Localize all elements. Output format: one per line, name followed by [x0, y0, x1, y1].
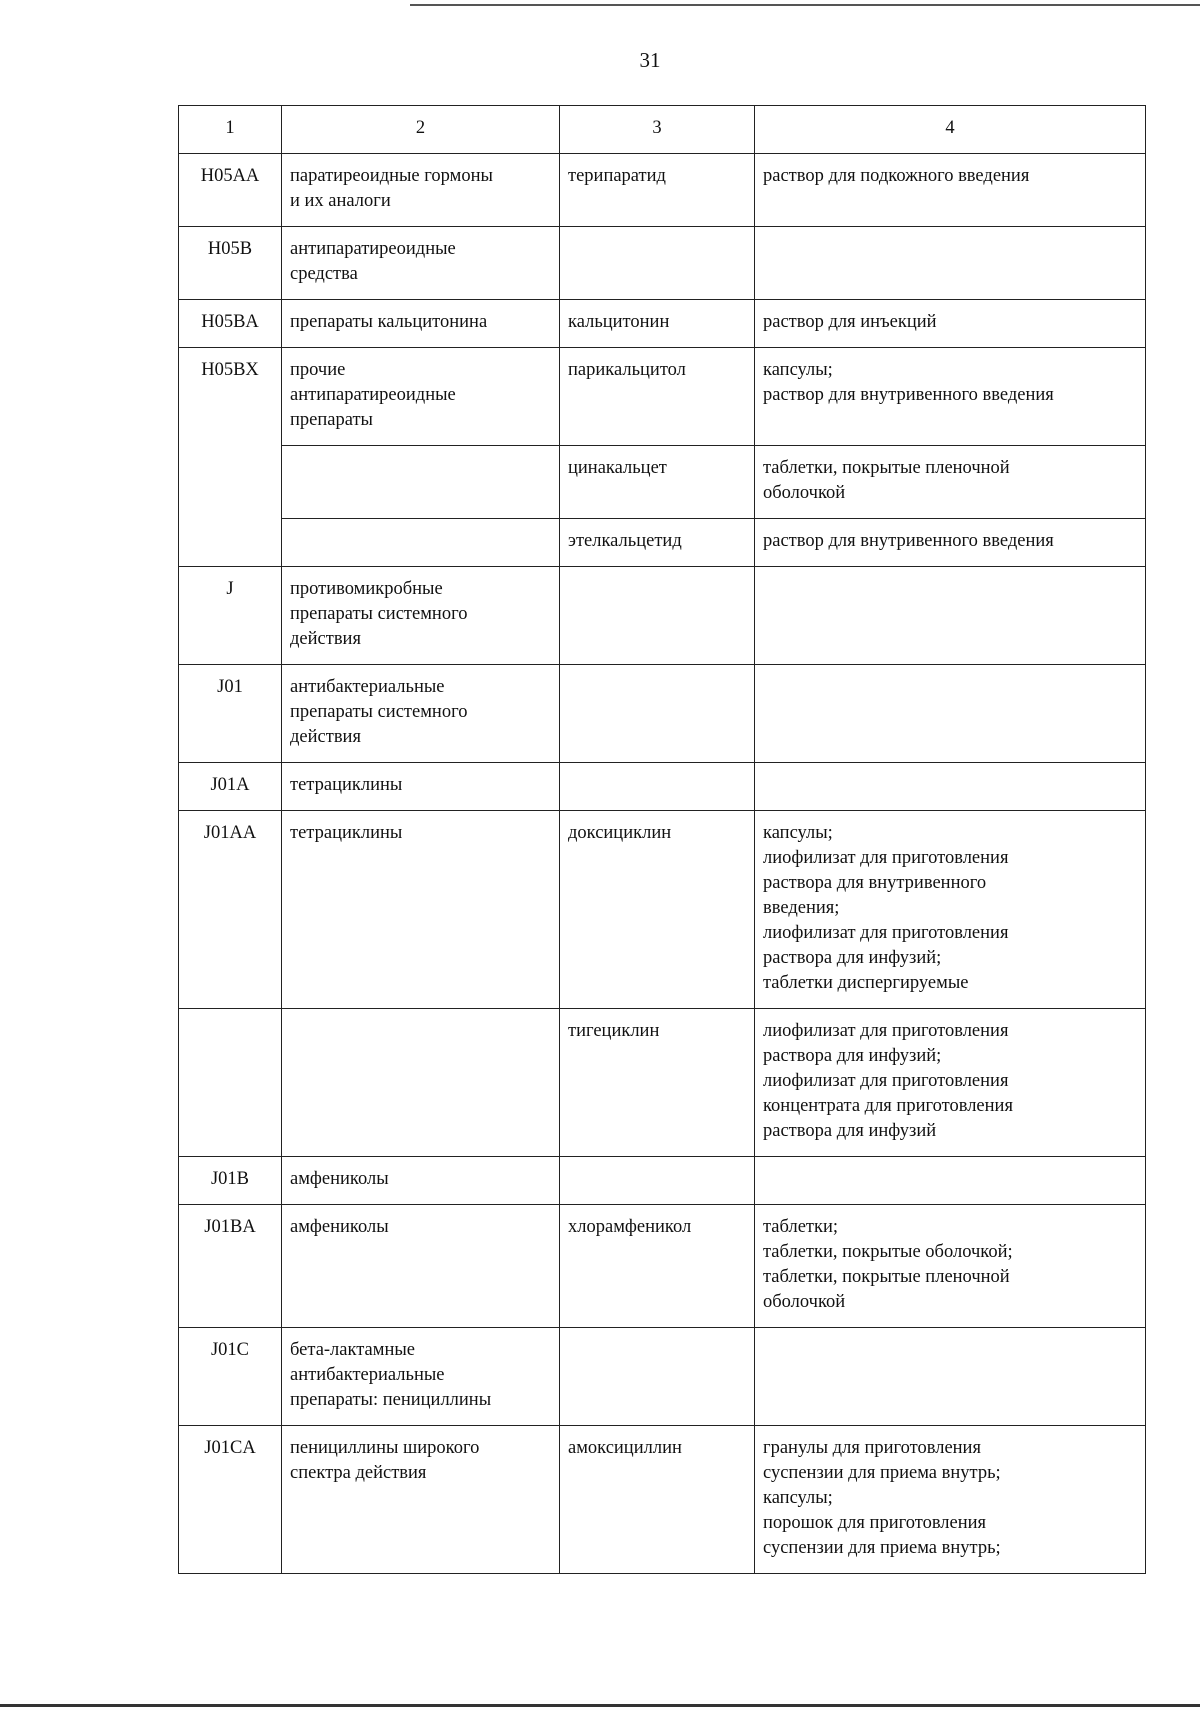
- atc-code: J01AA: [203, 823, 257, 843]
- pharm-group: антибактериальные препараты системного действия: [290, 677, 468, 747]
- pharm-group: амфениколы: [290, 1217, 389, 1237]
- atc-code: J01: [217, 677, 243, 697]
- dosage-form-cell: [755, 811, 1146, 1009]
- dosage-form-cell: [755, 763, 1146, 811]
- dosage-form-cell: [755, 519, 1146, 567]
- pharm-group: антипаратиреоидные средства: [290, 239, 456, 284]
- table-row: [179, 1157, 1146, 1205]
- drug-name-cell: [560, 1328, 755, 1426]
- pharm-group: противомикробные препараты системного действия: [290, 579, 468, 649]
- table-row: [179, 519, 1146, 567]
- table-row: [179, 1009, 1146, 1157]
- atc-code-cell: [179, 227, 282, 300]
- table-row: [179, 300, 1146, 348]
- atc-code-cell: [179, 1157, 282, 1205]
- drug-name-cell: [560, 1426, 755, 1574]
- pharm-group-cell: [282, 519, 560, 567]
- page-number: 31: [639, 48, 661, 72]
- atc-code: J01A: [210, 775, 250, 795]
- drug-name-cell: [560, 348, 755, 446]
- atc-code-cell: [179, 1009, 282, 1157]
- drug-name-cell: [560, 1205, 755, 1328]
- pharm-group: амфениколы: [290, 1169, 389, 1189]
- pharm-group: прочие антипаратиреоидные препараты: [290, 360, 456, 430]
- atc-code-cell: [179, 665, 282, 763]
- pharm-group: тетрациклины: [290, 775, 403, 795]
- pharm-group: пенициллины широкого спектра действия: [290, 1438, 480, 1483]
- atc-code-cell: [179, 1205, 282, 1328]
- pharm-group-cell: [282, 227, 560, 300]
- dosage-form-cell: [755, 154, 1146, 227]
- drug-name-cell: [560, 446, 755, 519]
- drug-name-cell: [560, 763, 755, 811]
- pharm-group-cell: [282, 300, 560, 348]
- pharm-group-cell: [282, 1328, 560, 1426]
- atc-code-cell: [179, 348, 282, 567]
- dosage-form-cell: [755, 1426, 1146, 1574]
- table-row: [179, 1328, 1146, 1426]
- pharm-group: препараты кальцитонина: [290, 312, 488, 332]
- dosage-form: лиофилизат для приготовления раствора для инфузий; лиофилизат для приготовления концентрата для приготовления раствора для инфузий: [763, 1021, 1013, 1141]
- drug-name: хлорамфеникол: [568, 1217, 692, 1237]
- atc-code: J01B: [210, 1169, 250, 1189]
- column-header-1: 1: [179, 106, 282, 154]
- atc-code: H05BA: [201, 312, 259, 332]
- drug-name: терипаратид: [568, 166, 666, 186]
- dosage-form: таблетки, покрытые пленочной оболочкой: [763, 458, 1010, 503]
- dosage-form: капсулы; раствор для внутривенного введения: [763, 360, 1054, 405]
- table-row: [179, 446, 1146, 519]
- atc-code-cell: [179, 1328, 282, 1426]
- atc-code-cell: [179, 154, 282, 227]
- dosage-form-cell: [755, 1157, 1146, 1205]
- dosage-form-cell: [755, 348, 1146, 446]
- dosage-form-cell: [755, 446, 1146, 519]
- atc-code: H05AA: [200, 166, 260, 186]
- top-border-line: [410, 4, 1200, 6]
- drug-name: этелкальцетид: [568, 531, 682, 551]
- atc-code-cell: [179, 567, 282, 665]
- atc-code-cell: [179, 811, 282, 1009]
- drug-name: амоксициллин: [568, 1438, 682, 1458]
- table-row: [179, 567, 1146, 665]
- table-header-row: [179, 106, 1146, 154]
- pharm-group: бета-лактамные антибактериальные препараты: пенициллины: [290, 1340, 492, 1410]
- pharm-group-cell: [282, 1157, 560, 1205]
- atc-code-cell: [179, 1426, 282, 1574]
- pharm-group-cell: [282, 567, 560, 665]
- column-header-4: 4: [755, 106, 1146, 154]
- dosage-form-cell: [755, 567, 1146, 665]
- drug-name: цинакальцет: [568, 458, 667, 478]
- dosage-form-cell: [755, 665, 1146, 763]
- drug-list-table: [178, 105, 1146, 1574]
- column-header-2: 2: [282, 106, 560, 154]
- dosage-form-cell: [755, 1328, 1146, 1426]
- dosage-form: капсулы; лиофилизат для приготовления раствора для внутривенного введения; лиофилизат для приготовления раствора для инфузий; таблетки диспергируемые: [763, 823, 1009, 993]
- drug-name-cell: [560, 811, 755, 1009]
- atc-code: H05BX: [201, 360, 259, 380]
- table-row: [179, 1205, 1146, 1328]
- atc-code: J01BA: [204, 1217, 256, 1237]
- pharm-group: тетрациклины: [290, 823, 403, 843]
- atc-code: J01C: [210, 1340, 250, 1360]
- pharm-group-cell: [282, 348, 560, 446]
- atc-code-cell: [179, 300, 282, 348]
- table-row: [179, 348, 1146, 446]
- pharm-group: паратиреоидные гормоны и их аналоги: [290, 166, 493, 211]
- drug-name-cell: [560, 519, 755, 567]
- drug-name-cell: [560, 227, 755, 300]
- dosage-form-cell: [755, 1009, 1146, 1157]
- drug-name-cell: [560, 154, 755, 227]
- table-row: [179, 227, 1146, 300]
- pharm-group-cell: [282, 763, 560, 811]
- dosage-form-cell: [755, 227, 1146, 300]
- drug-name: тигециклин: [568, 1021, 660, 1041]
- pharm-group-cell: [282, 154, 560, 227]
- pharm-group-cell: [282, 1009, 560, 1157]
- drug-name: кальцитонин: [568, 312, 670, 332]
- table-row: [179, 154, 1146, 227]
- dosage-form: раствор для подкожного введения: [763, 166, 1030, 186]
- column-header-3: 3: [560, 106, 755, 154]
- pharm-group-cell: [282, 811, 560, 1009]
- drug-name-cell: [560, 567, 755, 665]
- dosage-form-cell: [755, 300, 1146, 348]
- dosage-form-cell: [755, 1205, 1146, 1328]
- pharm-group-cell: [282, 665, 560, 763]
- atc-code-cell: [179, 763, 282, 811]
- dosage-form: раствор для внутривенного введения: [763, 531, 1054, 551]
- atc-code: J: [226, 579, 234, 599]
- dosage-form: гранулы для приготовления суспензии для приема внутрь; капсулы; порошок для приготовления суспензии для приема внутрь;: [763, 1438, 1001, 1558]
- pharm-group-cell: [282, 1205, 560, 1328]
- drug-name-cell: [560, 1009, 755, 1157]
- drug-name-cell: [560, 665, 755, 763]
- drug-name-cell: [560, 1157, 755, 1205]
- table-row: [179, 1426, 1146, 1574]
- drug-name: доксициклин: [568, 823, 672, 843]
- pharm-group-cell: [282, 1426, 560, 1574]
- dosage-form: таблетки; таблетки, покрытые оболочкой; таблетки, покрытые пленочной оболочкой: [763, 1217, 1013, 1312]
- pharm-group-cell: [282, 446, 560, 519]
- table-row: [179, 665, 1146, 763]
- dosage-form: раствор для инъекций: [763, 312, 937, 332]
- drug-name-cell: [560, 300, 755, 348]
- atc-code: J01CA: [204, 1438, 256, 1458]
- table-row: [179, 763, 1146, 811]
- atc-code: H05B: [207, 239, 253, 259]
- bottom-border-line: [0, 1704, 1200, 1707]
- table-row: [179, 811, 1146, 1009]
- drug-name: парикальцитол: [568, 360, 686, 380]
